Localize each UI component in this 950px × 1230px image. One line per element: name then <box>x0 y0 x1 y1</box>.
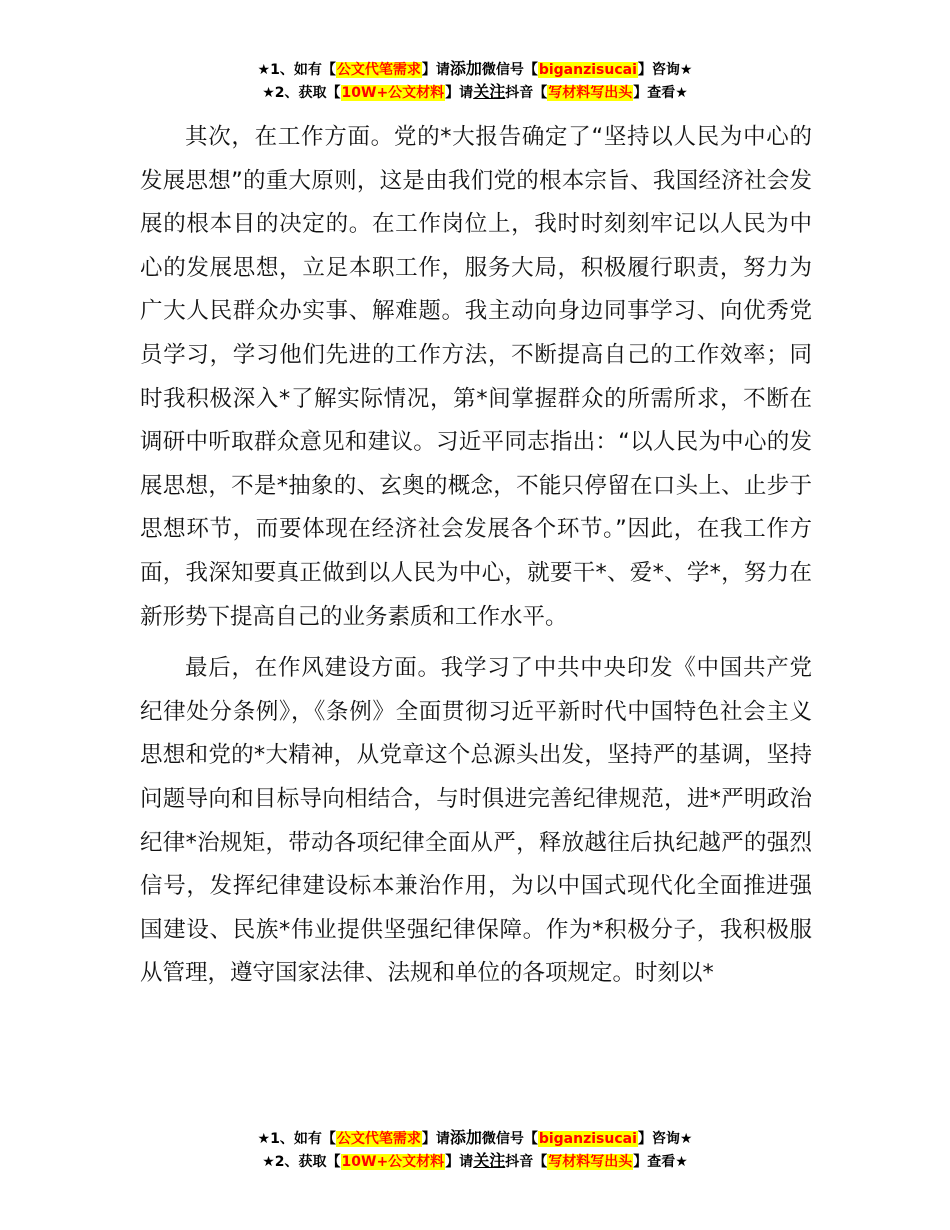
highlight-service: 公文代笔需求 <box>336 62 421 78</box>
banner-text: 抖音【 <box>505 85 548 101</box>
banner-text: 微信号【 <box>481 1131 538 1147</box>
banner-line-2 <box>0 81 950 104</box>
highlight-service: 公文代笔需求 <box>336 1131 421 1147</box>
banner-text: ★1、如有【 <box>257 1131 336 1147</box>
document-body <box>140 116 812 996</box>
emphasis-follow: 关注 <box>473 1151 506 1170</box>
banner-text: 抖音【 <box>505 1154 548 1170</box>
emphasis-follow: 关注 <box>473 82 506 101</box>
banner-text: ★2、获取【 <box>262 85 341 101</box>
banner-text: 】查看★ <box>633 85 688 101</box>
banner-text: 】请 <box>445 1154 474 1170</box>
highlight-douyin-name: 写材料写出头 <box>548 85 633 101</box>
banner-line-2 <box>0 1150 950 1173</box>
highlight-materials: 10W+公文材料 <box>341 1154 445 1170</box>
banner-text: ★2、获取【 <box>262 1154 341 1170</box>
banner-text: 微信号【 <box>481 62 538 78</box>
paragraph-style-building: 最后，在作风建设方面。我学习了中共中央印发《中国共产党纪律处分条例》，《条例》全面贯彻习近平新时代中国特色社会主义思想和党的*大精神，从党章这个总源头出发，坚持严的基调，坚持问题导向和目标导向相结合，与时俱进完善纪律规范，进*严明政治纪律*治规矩，带动各项纪律全面从严，释放越往后执纪越严的强烈信号，发挥纪律建设标本兼治作用，为以中国式现代化全面推进强国建设、民族*伟业提供坚强纪律保障。作为*积极分子，我积极服从管理，遵守国家法律、法规和单位的各项规定。时刻以* <box>140 655 812 987</box>
banner-line-1 <box>0 1127 950 1150</box>
paragraph-work: 其次，在工作方面。党的*大报告确定了“坚持以人民为中心的发展思想”的重大原则，这是由我们党的根本宗旨、我国经济社会发展的根本目的决定的。在工作岗位上，我时时刻刻牢记以人民为中心的发展思想，立足本职工作，服务大局，积极履行职责，努力为广大人民群众办实事、解难题。我主动向身边同事学习、向优秀党员学习，学习他们先进的工作方法，不断提高自己的工作效率；同时我积极深入*了解实际情况，第*间掌握群众的所需所求，不断在调研中听取群众意见和建议。习近平同志指出：“以人民为中心的发展思想，不是*抽象的、玄奥的概念，不能只停留在口头上、止步于思想环节，而要体现在经济社会发展各个环节。”因此，在我工作方面，我深知要真正做到以人民为中心，就要干*、爱*、学*，努力在新形势下提高自己的业务素质和工作水平。 <box>140 124 812 630</box>
highlight-materials: 10W+公文材料 <box>341 85 445 101</box>
highlight-wechat-id: biganzisucai <box>538 1131 637 1147</box>
banner-text: 】查看★ <box>633 1154 688 1170</box>
footer-banner <box>0 1127 950 1173</box>
banner-text: ★1、如有【 <box>257 62 336 78</box>
banner-text: 】请 <box>421 62 450 78</box>
banner-text: 】请 <box>445 85 474 101</box>
emphasis-add: 添加 <box>449 59 482 78</box>
banner-text: 】咨询★ <box>637 62 693 78</box>
banner-text: 】请 <box>421 1131 450 1147</box>
highlight-douyin-name: 写材料写出头 <box>548 1154 633 1170</box>
banner-text: 】咨询★ <box>637 1131 693 1147</box>
banner-line-1 <box>0 58 950 81</box>
header-banner <box>0 58 950 104</box>
emphasis-add: 添加 <box>449 1128 482 1147</box>
highlight-wechat-id: biganzisucai <box>538 62 637 78</box>
